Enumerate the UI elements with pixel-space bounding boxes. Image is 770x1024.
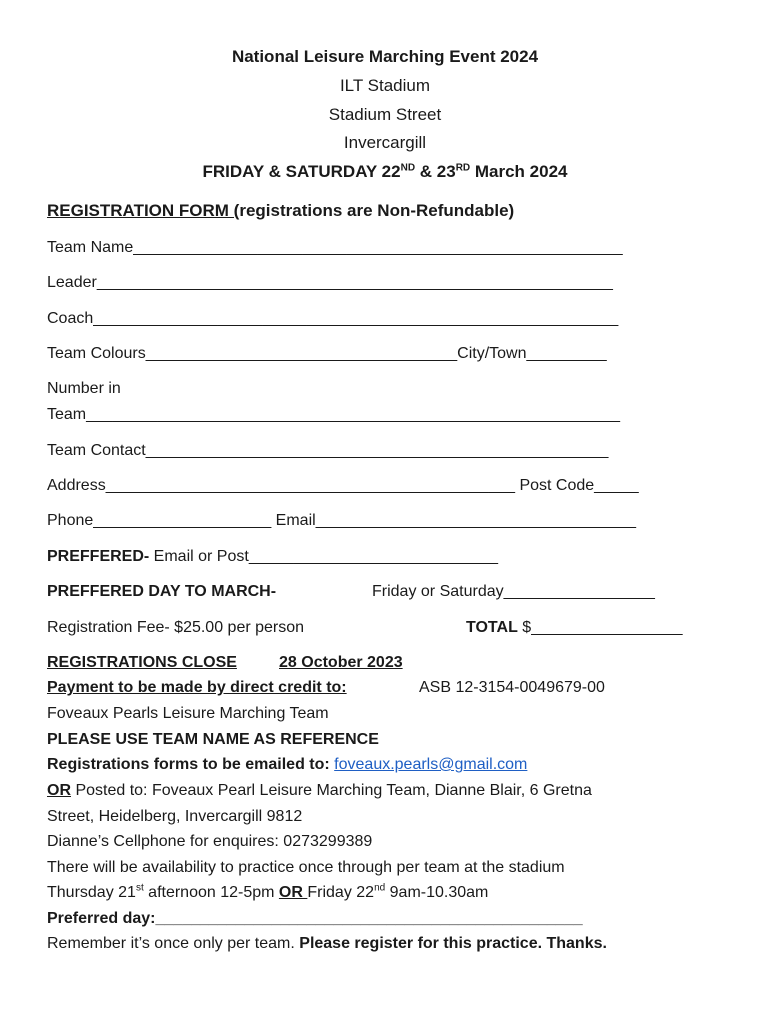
registration-fee: Registration Fee- $25.00 per person [47, 619, 305, 636]
cellphone-line: Dianne’s Cellphone for enquires: 0273299389 [47, 833, 373, 850]
reference-note: PLEASE USE TEAM NAME AS REFERENCE [47, 731, 379, 748]
preffered-contact-field[interactable]: PREFFERED- Email or Post____________________________ [47, 548, 498, 565]
team-contact-field[interactable]: Team Contact____________________________________________________ [47, 442, 609, 459]
number-in-team-field[interactable]: Team____________________________________________________________ [47, 406, 621, 423]
city: Invercargill [343, 133, 427, 152]
event-title: National Leisure Marching Event 2024 [231, 47, 539, 66]
team-name-field[interactable]: Team Name_______________________________________________________ [47, 239, 623, 256]
email-line: Registrations forms to be emailed to: foveaux.pearls@gmail.com [47, 756, 528, 773]
practice-note: There will be availability to practice once through per team at the stadium [47, 859, 565, 876]
email-link[interactable]: foveaux.pearls@gmail.com [334, 756, 528, 773]
postal-line: OR Posted to: Foveaux Pearl Leisure Marching Team, Dianne Blair, 6 Gretna [47, 782, 592, 799]
practice-times: Thursday 21st afternoon 12-5pm OR Friday 22nd 9am-10.30am [47, 882, 489, 901]
account-name: Foveaux Pearls Leisure Marching Team [47, 705, 329, 722]
preffered-day-field[interactable]: Friday or Saturday_________________ [372, 583, 655, 600]
phone-email-field[interactable]: Phone____________________ Email____________________________________ [47, 512, 637, 529]
street: Stadium Street [328, 105, 442, 124]
remember-note: Remember it’s once only per team. Please register for this practice. Thanks. [47, 935, 607, 952]
postal-address-cont: Street, Heidelberg, Invercargill 9812 [47, 808, 303, 825]
bank-account: ASB 12-3154-0049679-00 [419, 679, 605, 696]
team-colours-field[interactable]: Team Colours___________________________________City/Town_________ [47, 345, 607, 362]
leader-field[interactable]: Leader__________________________________________________________ [47, 274, 613, 291]
coach-field[interactable]: Coach___________________________________________________________ [47, 310, 619, 327]
number-in-label: Number in [47, 380, 121, 397]
registrations-close-label: REGISTRATIONS CLOSE [47, 654, 237, 671]
form-heading: REGISTRATION FORM (registrations are Non-Refundable) [47, 201, 515, 220]
address-field[interactable]: Address______________________________________________ Post Code_____ [47, 477, 639, 494]
event-dates: FRIDAY & SATURDAY 22ND & 23RD March 2024 [202, 162, 568, 181]
payment-label: Payment to be made by direct credit to: [47, 679, 347, 696]
registrations-close-date: 28 October 2023 [279, 654, 403, 671]
preferred-day-field[interactable]: Preferred day:________________________________________________ [47, 910, 583, 927]
total-field[interactable]: TOTAL $_________________ [466, 619, 683, 636]
preffered-day-label: PREFFERED DAY TO MARCH- [47, 583, 277, 600]
venue: ILT Stadium [339, 76, 431, 95]
